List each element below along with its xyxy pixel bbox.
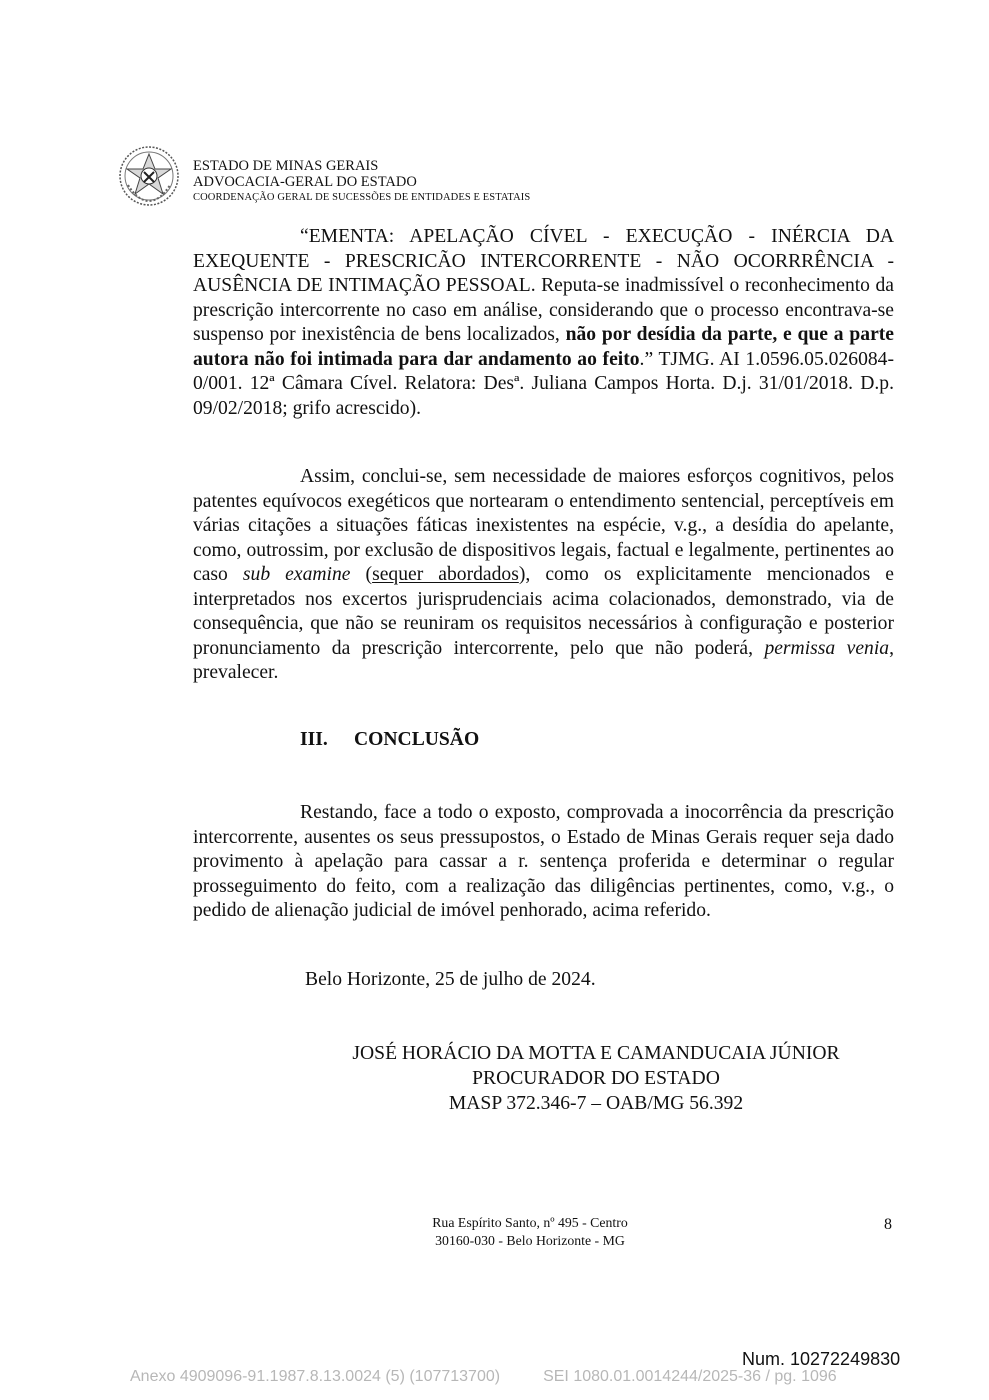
para1-text-2: ( — [350, 564, 373, 585]
footer-address — [380, 1214, 680, 1250]
argument-paragraph — [193, 465, 894, 686]
signer-name: JOSÉ HORÁCIO DA MOTTA E CAMANDUCAIA JÚNIOR — [352, 1043, 840, 1064]
place-date: Belo Horizonte, 25 de julho de 2024. — [305, 969, 596, 990]
document-number: Num. 10272249830 — [742, 1349, 901, 1369]
conclusion-paragraph — [193, 801, 894, 924]
para1-italic-2: permissa venia — [764, 637, 890, 659]
para1-text-3: ), como os explicitamente mencionados e interpretados nos excertos jurisprudenciais acima colacionados, demonstrado, via de consequência, que não se reuniram os requisitos necessários à configuração e posterior pronunciamento da prescrição intercorrente, pelo que não poderá, — [193, 564, 894, 659]
para1-italic-1: sub examine — [242, 564, 351, 585]
signature-block — [296, 1041, 896, 1116]
jurisprudence-quote — [193, 225, 894, 421]
header-agency: ADVOCACIA-GERAL DO ESTADO — [193, 174, 417, 190]
section-title: CONCLUSÃO — [354, 729, 480, 750]
para1-text-1: Assim, conclui-se, sem necessidade de maiores esforços cognitivos, pelos patentes equívocos exegéticos que nortearam o entendimento sentencial, perceptíveis em várias citações a situações fáticas inexistentes na espécie, v.g., a desídia do apelante, como, outrossim, por exclusão de dispositivos legais, factual e legalmente, pertinentes ao caso — [193, 466, 894, 585]
annex-stamp — [130, 1368, 837, 1386]
annex-stamp-left: Anexo 4909096-91.1987.8.13.0024 (5) (107713700) — [130, 1368, 501, 1385]
conclusion-text: Restando, face a todo o exposto, comprovada a inocorrência da prescrição intercorrente, ausentes os seus pressupostos, o Estado de Minas Gerais requer seja dado provimento à apelação para cassar a r. sentença proferida e determinar o regular prosseguimento do feito, com a realização das diligências pertinentes, como, v.g., o pedido de alienação judicial de imóvel penhorado, acima referido. — [193, 802, 894, 921]
signer-role: PROCURADOR DO ESTADO — [472, 1068, 720, 1089]
annex-stamp-right: SEI 1080.01.0014244/2025-36 / pg. 1096 — [543, 1368, 837, 1385]
section-heading — [300, 729, 479, 751]
header-department: COORDENAÇÃO GERAL DE SUCESSÕES DE ENTIDADES E ESTATAIS — [193, 192, 531, 203]
quote-text-1: “EMENTA: APELAÇÃO CÍVEL - EXECUÇÃO - INÉRCIA DA EXEQUENTE - PRESCRICÃO INTERCORRENTE - NÃO OCORRRÊNCIA - AUSÊNCIA DE INTIMAÇÃO PESSOAL. Reputa-se inadmissível o reconhecimento da prescrição intercorrente no caso em análise, considerando que o processo encontrava-se suspenso por inexistência de bens localizados, — [193, 226, 894, 345]
section-number: III. — [300, 729, 328, 750]
para1-underline: sequer abordados — [372, 564, 519, 585]
para1-text-4: , prevalecer. — [193, 637, 894, 683]
footer-address-line-1: Rua Espírito Santo, nº 495 - Centro — [432, 1215, 628, 1230]
letterhead — [193, 158, 530, 206]
minas-gerais-coat-of-arms-icon — [118, 145, 180, 207]
quote-text-2: .” TJMG. AI 1.0596.05.026084-0/001. 12ª Câmara Cível. Relatora: Desª. Juliana Campos Horta. D.j. 31/01/2018. D.p. 09/02/2018; grifo acrescido). — [193, 348, 894, 419]
header-state: ESTADO DE MINAS GERAIS — [193, 158, 379, 174]
page-number: 8 — [884, 1216, 892, 1233]
quote-emphasis: não por desídia da parte, e que a parte autora não foi intimada para dar andamento ao feito — [193, 324, 894, 370]
signer-ids: MASP 372.346-7 – OAB/MG 56.392 — [448, 1093, 744, 1114]
footer-address-line-2: 30160-030 - Belo Horizonte - MG — [435, 1233, 625, 1248]
